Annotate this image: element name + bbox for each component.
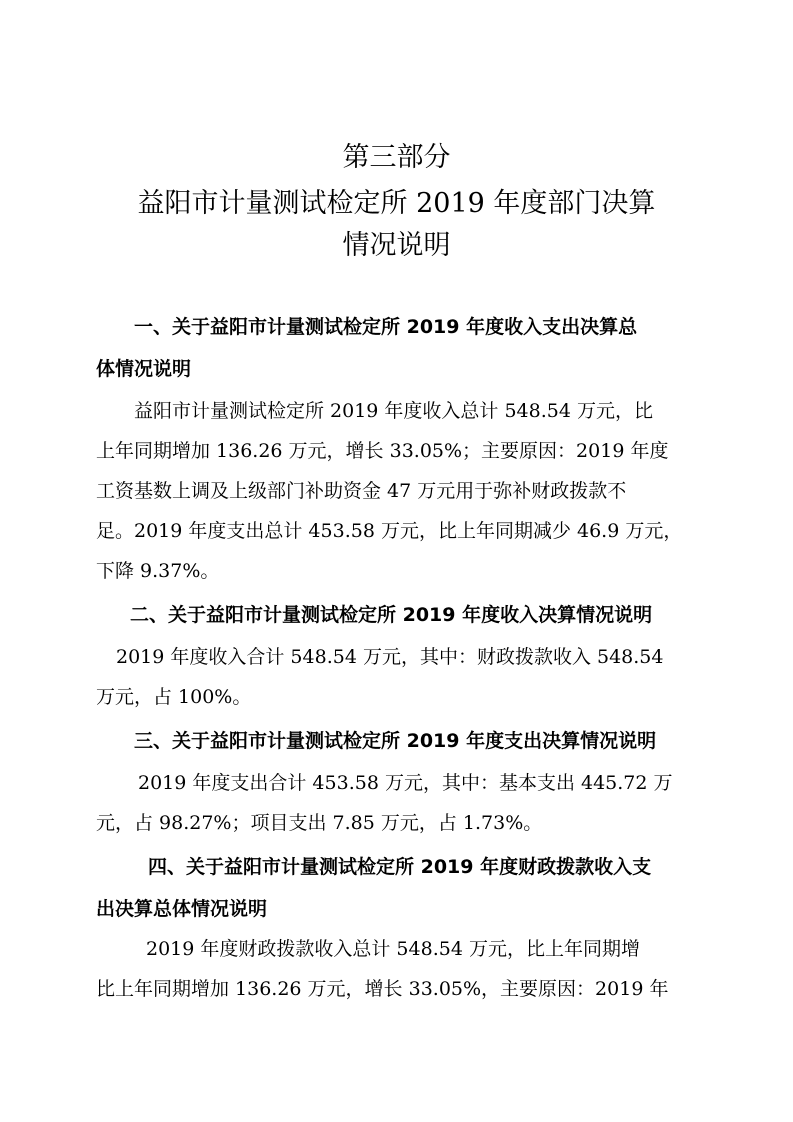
section-3-heading: 三、关于益阳市计量测试检定所 2019 年度支出决算情况说明	[134, 730, 657, 752]
section-2-body-line-1: 2019 年度收入合计 548.54 万元，其中：财政拨款收入 548.54	[116, 646, 664, 668]
section-3-body-line-2: 元，占 98.27%；项目支出 7.85 万元，占 1.73%。	[96, 812, 543, 834]
section-1-body-line-1: 益阳市计量测试检定所 2019 年度收入总计 548.54 万元，比	[134, 400, 653, 422]
section-2-heading: 二、关于益阳市计量测试检定所 2019 年度收入决算情况说明	[130, 604, 653, 626]
section-2-body-line-2: 万元，占 100%。	[96, 686, 252, 708]
document-title-main: 益阳市计量测试检定所 2019 年度部门决算	[137, 188, 656, 219]
section-1-body-line-2: 上年同期增加 136.26 万元，增长 33.05%；主要原因：2019 年度	[96, 440, 669, 462]
section-4-body-line-1: 2019 年度财政拨款收入总计 548.54 万元，比上年同期增	[146, 938, 640, 960]
section-4-heading-line-2: 出决算总体情况说明	[96, 898, 268, 920]
document-title-sub: 情况说明	[342, 230, 451, 261]
section-4-heading-line-1: 四、关于益阳市计量测试检定所 2019 年度财政拨款收入支	[148, 856, 652, 878]
section-1-body-line-4: 足。2019 年度支出总计 453.58 万元，比上年同期减少 46.9 万元，	[96, 520, 683, 542]
section-1-body-line-3: 工资基数上调及上级部门补助资金 47 万元用于弥补财政拨款不	[96, 480, 627, 502]
section-3-body-line-1: 2019 年度支出合计 453.58 万元，其中：基本支出 445.72 万	[138, 772, 673, 794]
document-title-part: 第三部分	[342, 142, 451, 173]
section-4-body-line-2: 比上年同期增加 136.26 万元，增长 33.05%，主要原因：2019 年	[96, 978, 669, 1000]
section-1-body-line-5: 下降 9.37%。	[96, 560, 220, 582]
section-1-heading-line-2: 体情况说明	[96, 358, 192, 380]
section-1-heading-line-1: 一、关于益阳市计量测试检定所 2019 年度收入支出决算总	[134, 316, 638, 338]
